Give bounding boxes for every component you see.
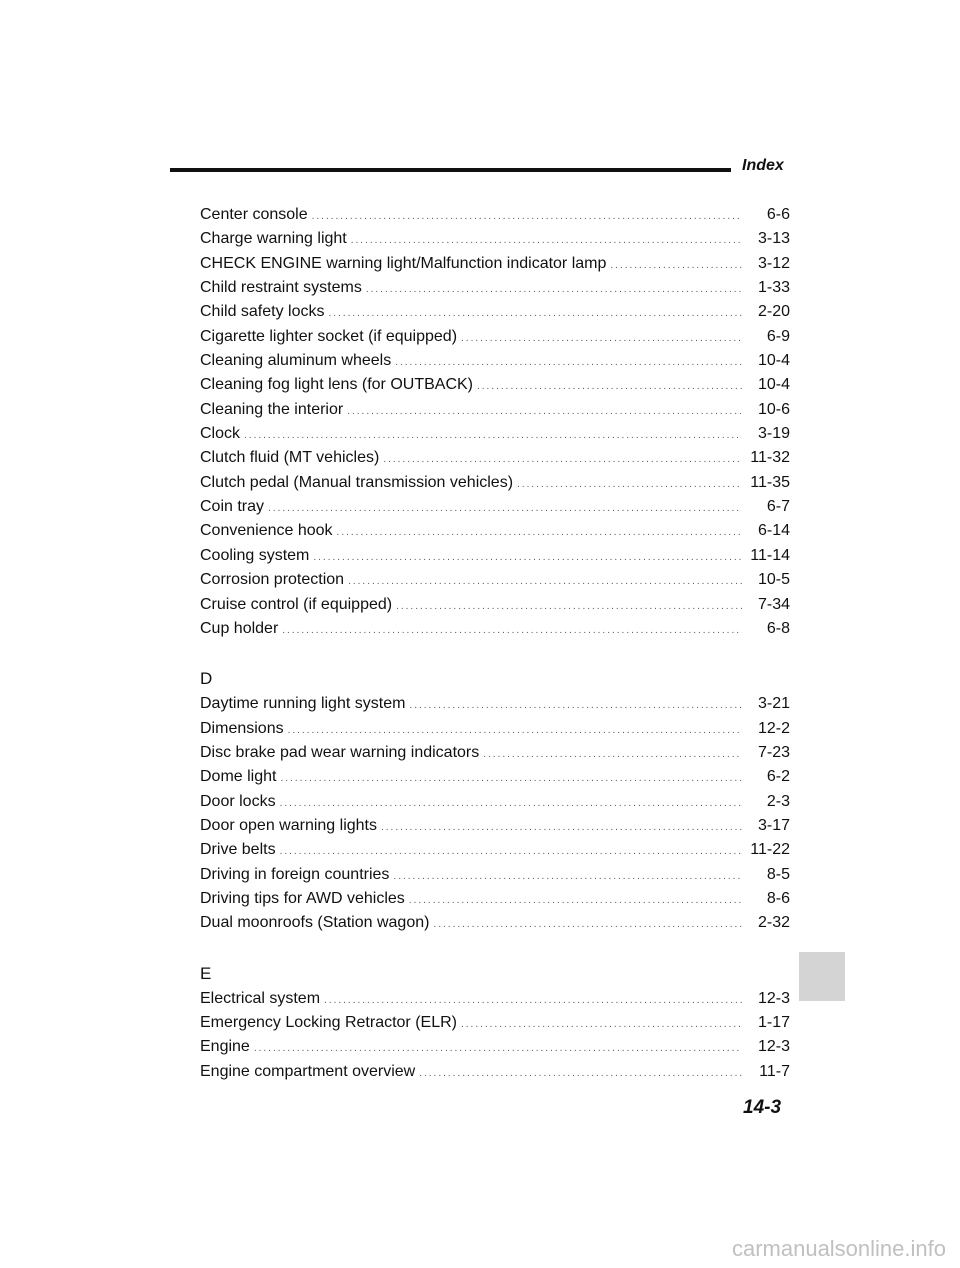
index-entry	[200, 446, 790, 470]
dot-leader	[366, 278, 742, 302]
index-entry	[200, 838, 790, 862]
dot-leader	[395, 351, 742, 375]
index-entry	[200, 471, 790, 495]
entry-page: 7-34	[757, 595, 790, 613]
entry-term: Engine	[200, 1038, 250, 1056]
index-entry	[200, 568, 790, 592]
entry-term: Driving in foreign countries	[200, 865, 390, 883]
entry-term: Disc brake pad wear warning indicators	[200, 743, 480, 761]
dot-leader	[324, 989, 742, 1013]
index-entry	[200, 252, 790, 276]
index-entry	[200, 276, 790, 300]
page-number: 14-3	[743, 1097, 782, 1118]
dot-leader	[419, 1062, 742, 1086]
index-entry	[200, 349, 790, 373]
entry-page: 2-3	[766, 792, 790, 810]
dot-leader	[254, 1037, 742, 1061]
entry-term: Dimensions	[200, 719, 284, 737]
index-entry	[200, 519, 790, 543]
entry-term: Dual moonroofs (Station wagon)	[200, 914, 430, 932]
entry-page: 10-6	[757, 400, 790, 418]
index-entry	[200, 617, 790, 641]
entry-term: Engine compartment overview	[200, 1062, 416, 1080]
dot-leader	[409, 889, 742, 913]
index-entry	[200, 300, 790, 324]
entry-page: 6-9	[766, 327, 790, 345]
entry-page: 2-32	[757, 914, 790, 932]
dot-leader	[393, 865, 742, 889]
index-entry	[200, 887, 790, 911]
section-e-entries	[200, 987, 790, 1084]
entry-term: Cup holder	[200, 619, 279, 637]
entry-term: Cigarette lighter socket (if equipped)	[200, 327, 458, 345]
entry-page: 10-4	[757, 352, 790, 370]
entry-term: Clock	[200, 425, 241, 443]
index-entry	[200, 814, 790, 838]
dot-leader	[288, 719, 742, 743]
dot-leader	[383, 448, 742, 472]
entry-page: 11-32	[750, 449, 790, 467]
index-entry	[200, 203, 790, 227]
index-entry	[200, 227, 790, 251]
index-entry	[200, 741, 790, 765]
dot-leader	[280, 792, 742, 816]
index-entry	[200, 1060, 790, 1084]
entry-term: Charge warning light	[200, 230, 347, 248]
dot-leader	[461, 1013, 742, 1037]
index-entry	[200, 495, 790, 519]
index-entry	[200, 692, 790, 716]
index-entry	[200, 765, 790, 789]
page-header-title: Index	[742, 157, 784, 174]
entry-term: Clutch pedal (Manual transmission vehicles)	[200, 473, 514, 491]
entry-page: 12-3	[757, 1038, 790, 1056]
dot-leader	[329, 302, 743, 326]
entry-term: Convenience hook	[200, 522, 333, 540]
section-letter-d: D	[200, 669, 213, 689]
entry-page: 6-8	[766, 619, 790, 637]
entry-term: Dome light	[200, 768, 277, 786]
dot-leader	[280, 840, 742, 864]
entry-page: 1-17	[757, 1013, 790, 1031]
entry-page: 11-22	[750, 841, 790, 859]
entry-page: 6-7	[766, 498, 790, 516]
dot-leader	[282, 619, 742, 643]
entry-term: Clutch fluid (MT vehicles)	[200, 449, 380, 467]
dot-leader	[280, 767, 742, 791]
header-rule	[170, 168, 731, 172]
entry-term: Electrical system	[200, 989, 321, 1007]
dot-leader	[312, 205, 742, 229]
entry-term: Center console	[200, 206, 308, 223]
entry-term: Drive belts	[200, 841, 276, 859]
entry-page: 11-14	[750, 546, 790, 564]
index-entry	[200, 325, 790, 349]
entry-page: 1-33	[757, 279, 790, 297]
entry-term: CHECK ENGINE warning light/Malfunction indicator lamp	[200, 254, 607, 272]
entry-page: 3-13	[757, 230, 790, 248]
index-entry	[200, 863, 790, 887]
entry-term: Emergency Locking Retractor (ELR)	[200, 1013, 457, 1031]
dot-leader	[381, 816, 742, 840]
entry-page: 6-2	[766, 768, 790, 786]
dot-leader	[433, 913, 742, 937]
entry-term: Cruise control (if equipped)	[200, 595, 393, 613]
index-entry	[200, 911, 790, 935]
entry-term: Cooling system	[200, 546, 310, 564]
section-d-entries	[200, 692, 790, 935]
index-entry	[200, 398, 790, 422]
dot-leader	[517, 473, 742, 497]
entry-term: Coin tray	[200, 498, 265, 516]
dot-leader	[244, 424, 742, 448]
entry-page: 3-17	[757, 816, 790, 834]
entry-page: 12-3	[757, 989, 790, 1007]
entry-page: 10-5	[757, 571, 790, 589]
dot-leader	[337, 521, 742, 545]
entry-term: Child restraint systems	[200, 279, 362, 297]
dot-leader	[313, 546, 742, 570]
entry-page: 3-12	[757, 254, 790, 272]
dot-leader	[396, 595, 742, 619]
dot-leader	[268, 497, 742, 521]
entry-term: Door locks	[200, 792, 276, 810]
section-tab-marker	[799, 952, 845, 1001]
entry-page: 2-20	[757, 303, 790, 321]
entry-page: 12-2	[757, 719, 790, 737]
index-entry	[200, 373, 790, 397]
index-entry	[200, 544, 790, 568]
index-entry	[200, 790, 790, 814]
index-list	[200, 203, 790, 1084]
index-entry	[200, 1035, 790, 1059]
dot-leader	[409, 694, 742, 718]
entry-page: 3-21	[757, 695, 790, 713]
watermark: carmanualsonline.info	[731, 1236, 946, 1261]
entry-page: 3-19	[757, 425, 790, 443]
index-entry	[200, 1011, 790, 1035]
entry-term: Cleaning aluminum wheels	[200, 352, 392, 370]
index-entry	[200, 717, 790, 741]
entry-page: 7-23	[757, 743, 790, 761]
dot-leader	[461, 327, 742, 351]
dot-leader	[347, 400, 742, 424]
entry-page: 6-6	[766, 206, 790, 223]
entry-page: 8-6	[766, 889, 790, 907]
section-c-entries	[200, 203, 790, 641]
entry-term: Corrosion protection	[200, 571, 345, 589]
entry-term: Door open warning lights	[200, 816, 377, 834]
entry-term: Driving tips for AWD vehicles	[200, 889, 405, 907]
index-entry	[200, 987, 790, 1011]
entry-page: 6-14	[757, 522, 790, 540]
dot-leader	[610, 254, 742, 278]
index-entry	[200, 422, 790, 446]
dot-leader	[348, 570, 742, 594]
section-letter-e: E	[200, 963, 212, 983]
entry-term: Child safety locks	[200, 303, 325, 321]
entry-page: 10-4	[757, 376, 790, 394]
dot-leader	[351, 229, 742, 253]
entry-term: Cleaning fog light lens (for OUTBACK)	[200, 376, 473, 394]
entry-term: Daytime running light system	[200, 695, 406, 713]
dot-leader	[477, 375, 742, 399]
entry-page: 11-35	[750, 473, 790, 491]
index-entry	[200, 593, 790, 617]
entry-page: 8-5	[766, 865, 790, 883]
dot-leader	[483, 743, 742, 767]
entry-term: Cleaning the interior	[200, 400, 344, 418]
entry-page: 11-7	[759, 1062, 790, 1080]
